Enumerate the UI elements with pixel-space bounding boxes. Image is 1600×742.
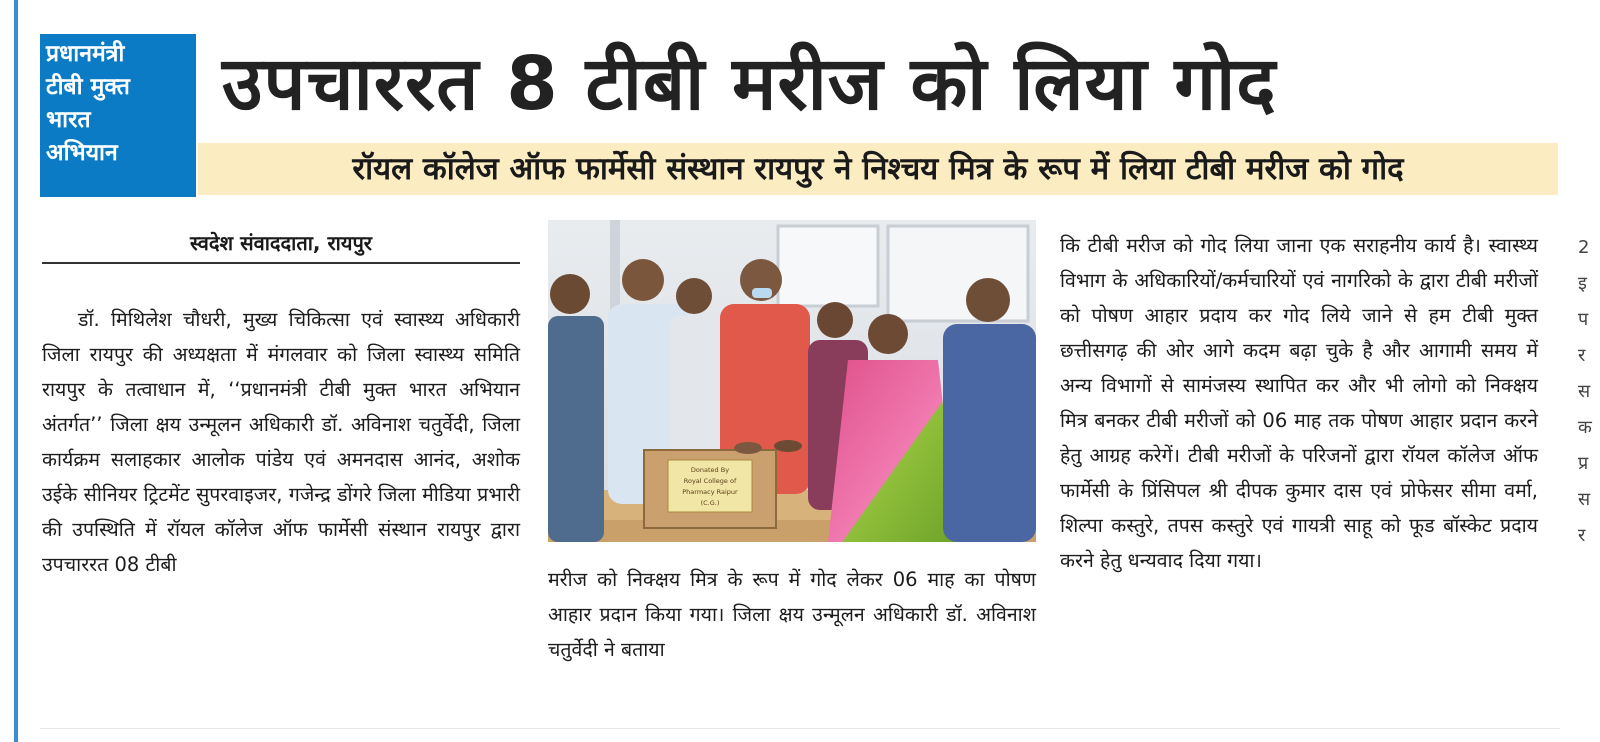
edge-glyph: क (1578, 417, 1592, 438)
headline: उपचाररत 8 टीबी मरीज को लिया गोद (222, 41, 1277, 127)
bottom-rule (40, 728, 1560, 729)
campaign-tag-box (40, 34, 196, 197)
article-column-3: कि टीबी मरीज को गोद लिया जाना एक सराहनीय कार्य है। स्वास्थ्य विभाग के अधिकारियों/कर्मचारियों एवं नागरिको के द्वारा टीबी मरीजों को पोषण आहार प्रदाय कर गोद लिये जाने से हम टीबी मुक्त छत्तीसगढ़ की ओर आगे कदम बढ़ा चुके है और आगामी समय में अन्य विभागों से सामंजस्य स्थापित कर और भी लोगो को निक्क्षय मित्र बनकर टीबी मरीजों को 06 माह तक पोषण आहार प्रदान करने हेतु आग्रह करेगें। टीबी मरीजों के परिजनों द्वारा रॉयल कॉलेज ऑफ फार्मेसी के प्रिंसिपल श्री दीपक कुमार दास एवं प्रोफेसर सीमा वर्मा, शिल्पा कस्तुरे, तपस कस्तुरे एवं गायत्री साहू को फूड बॉस्केट प्रदाय करने हेतु धन्यवाद दिया गया। (1060, 234, 1538, 572)
box-label-line: (C.G.) (700, 499, 720, 507)
campaign-tag-line: भारत (46, 107, 91, 133)
subheadline-band (198, 143, 1558, 195)
campaign-tag-line: टीबी मुक्त (46, 74, 130, 100)
edge-glyph: प्र (1578, 453, 1589, 474)
edge-glyph: र (1578, 345, 1586, 366)
box-label-line: Pharmacy Raipur (682, 488, 738, 496)
edge-glyph: प (1578, 309, 1589, 330)
edge-glyph: इ (1578, 273, 1587, 294)
news-photo (548, 220, 1036, 542)
edge-glyph: स (1578, 489, 1591, 510)
box-label-line: Donated By (690, 466, 730, 474)
edge-glyph: स (1578, 381, 1591, 402)
box-label-line: Royal College of (683, 477, 737, 485)
subheadline: रॉयल कॉलेज ऑफ फार्मेसी संस्थान रायपुर ने निश्चय मित्र के रूप में लिया टीबी मरीज को गोद (352, 151, 1404, 187)
edge-glyph: र (1578, 525, 1586, 546)
adjacent-article-edge (1578, 230, 1600, 690)
campaign-tag-line: अभियान (46, 140, 118, 166)
campaign-tag-line: प्रधानमंत्री (46, 41, 125, 67)
article-column-1: डॉ. मिथिलेश चौधरी, मुख्य चिकित्सा एवं स्वास्थ्य अधिकारी जिला रायपुर की अध्यक्षता में मंगलवार को जिला स्वास्थ्य समिति रायपुर के तत्वाधान में, ‘‘प्रधानमंत्री टीबी मुक्त भारत अभियान अंतर्गत’’ जिला क्षय उन्मूलन अधिकारी डॉ. अविनाश चतुर्वेदी, जिला कार्यक्रम सलाहकार आलोक पांडेय एवं अमनदास आनंद, अशोक उईके सीनियर ट्रिटमेंट सुपरवाइजर, गजेन्द्र डोंगरे जिला मीडिया प्रभारी की उपस्थिति में रॉयल कॉलेज ऑफ फार्मेसी संस्थान रायपुर द्वारा उपचाररत 08 टीबी (42, 308, 520, 576)
edge-glyph: 2 (1578, 237, 1590, 258)
byline: स्वदेश संवाददाता, रायपुर (42, 226, 520, 264)
left-margin-rule (14, 0, 18, 742)
article-column-2: मरीज को निक्क्षय मित्र के रूप में गोद लेकर 06 माह का पोषण आहार प्रदान किया गया। जिला क्षय उन्मूलन अधिकारी डॉ. अविनाश चतुर्वेदी ने बताया (548, 568, 1036, 661)
